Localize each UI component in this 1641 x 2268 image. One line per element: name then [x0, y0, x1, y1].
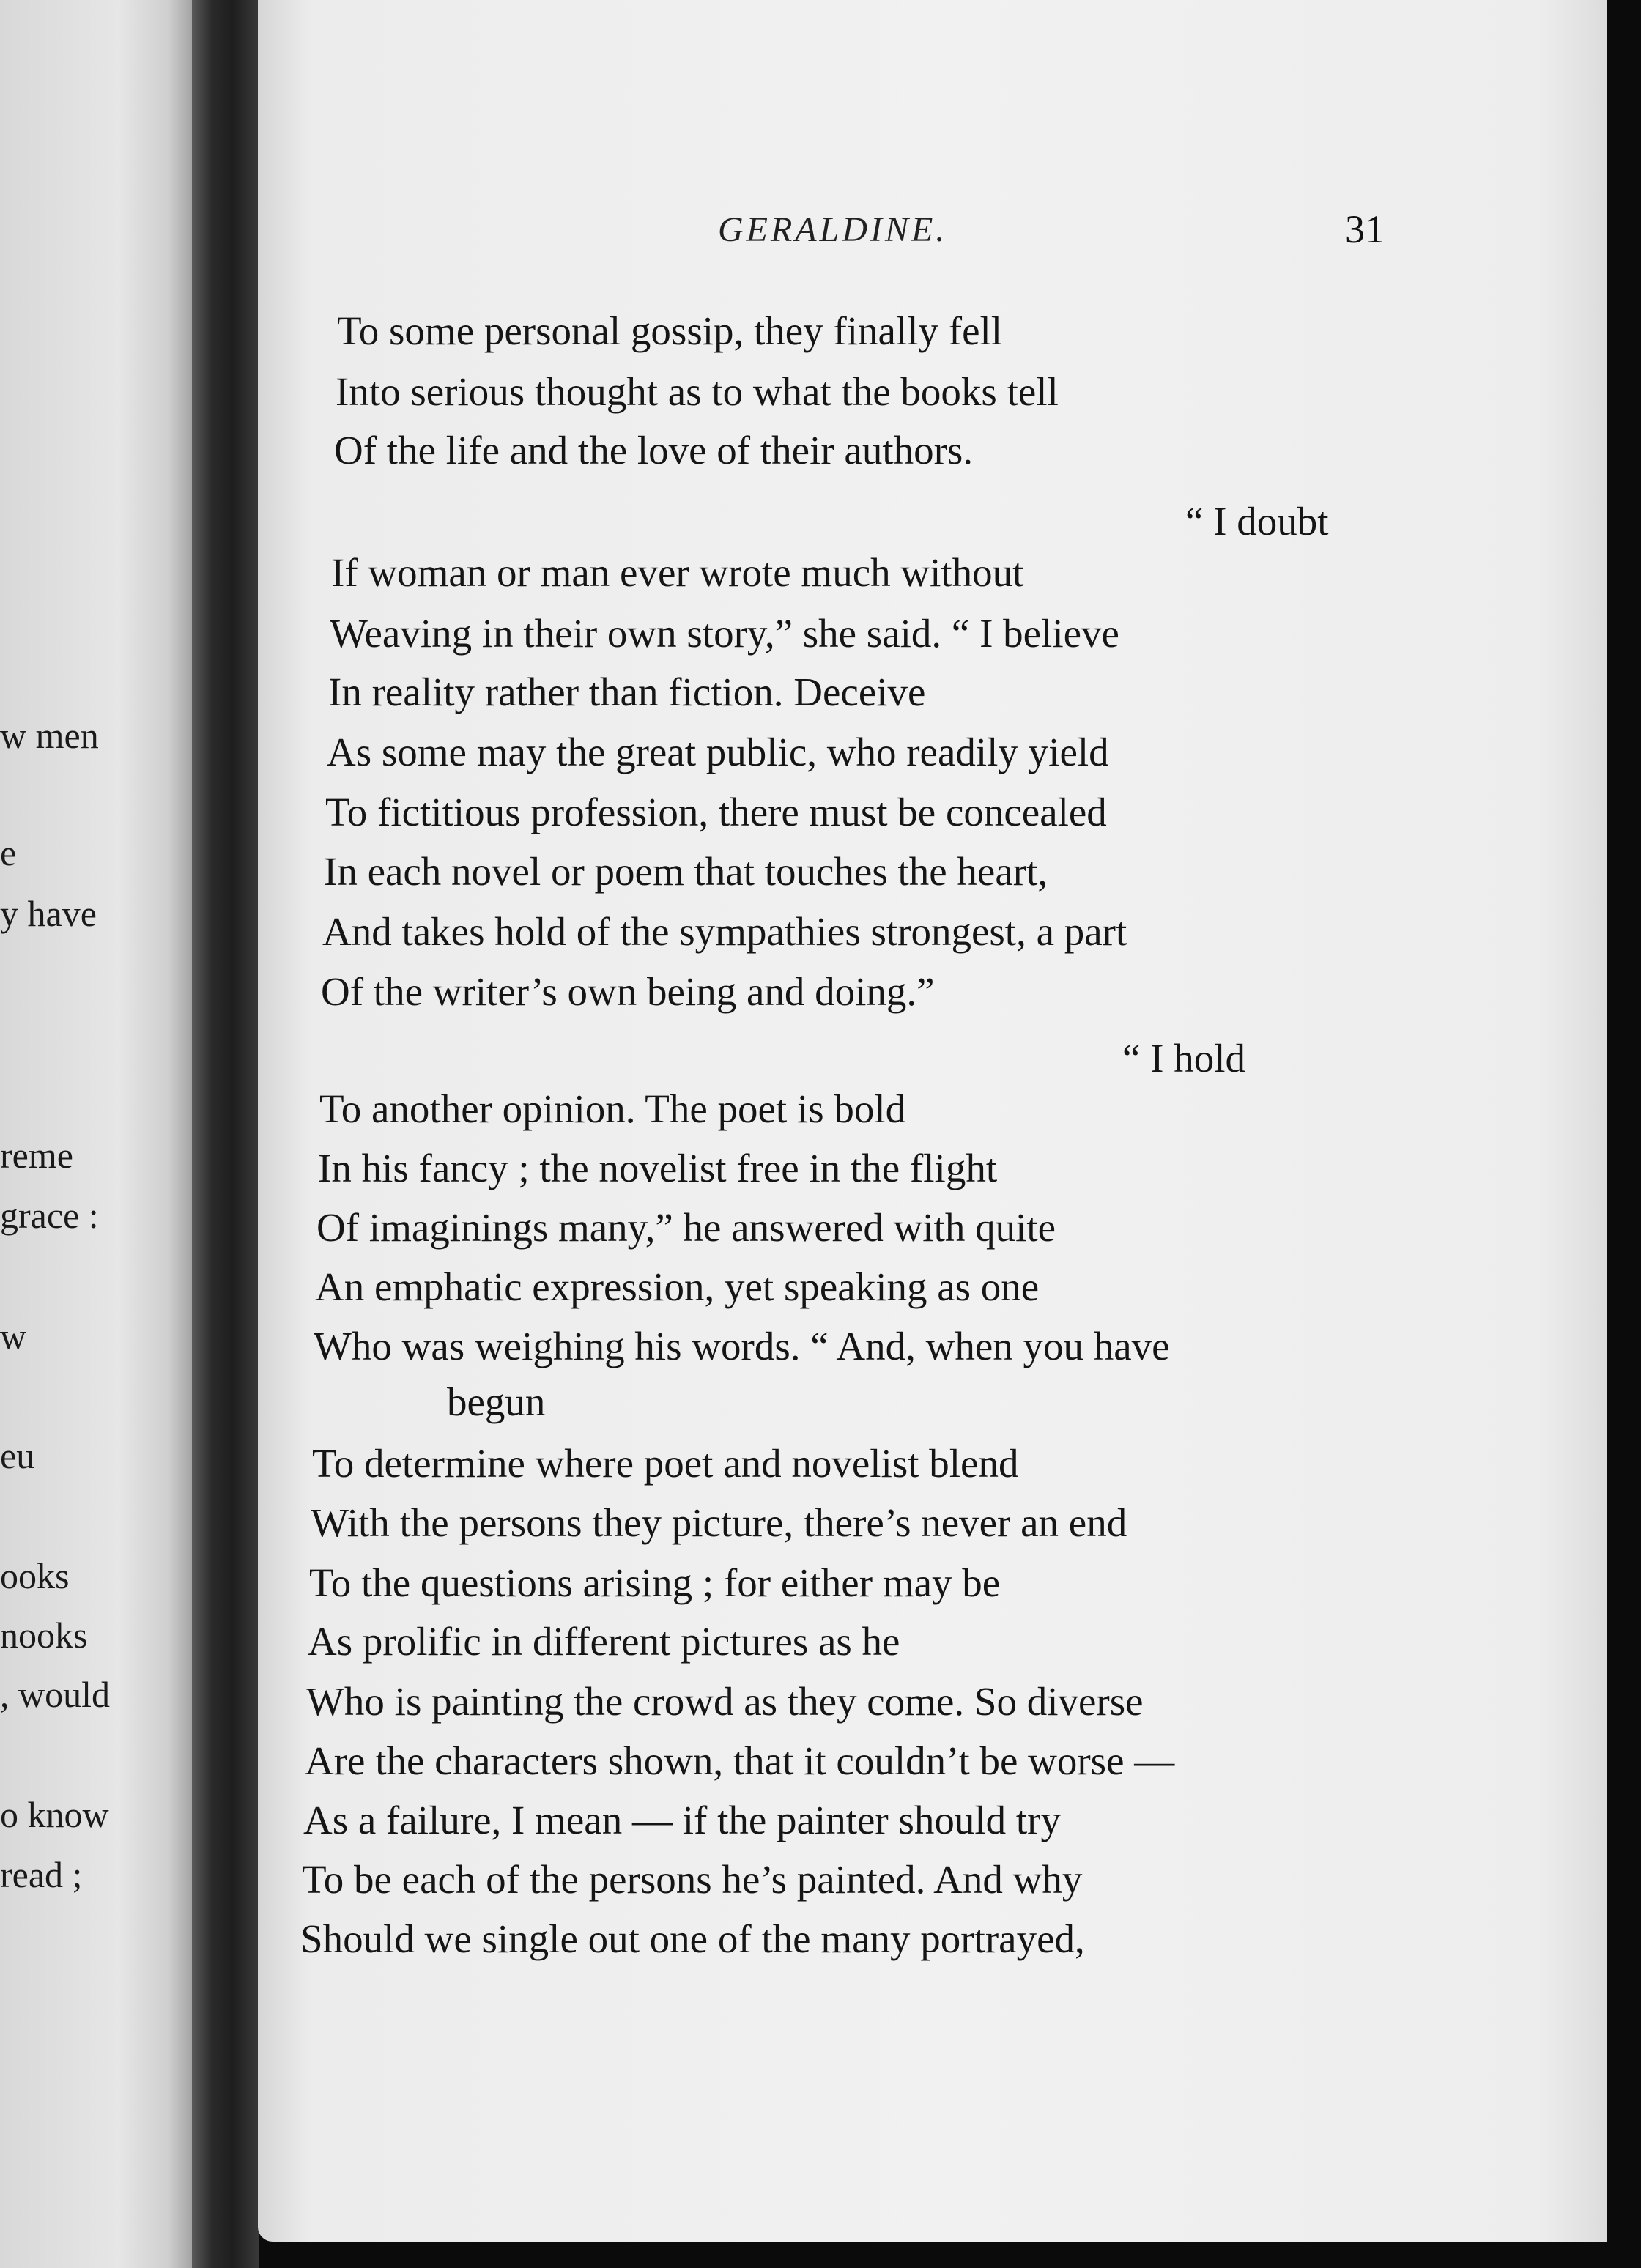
- text-line: begun: [447, 1379, 546, 1424]
- text-line: To another opinion. The poet is bold: [319, 1086, 906, 1131]
- text-line: With the persons they picture, there’s never an end: [311, 1500, 1127, 1545]
- page-edge: [1607, 0, 1641, 2268]
- text-line: As prolific in different pictures as he: [308, 1619, 900, 1664]
- text-line: Who is painting the crowd as they come. So diverse: [306, 1679, 1144, 1724]
- text-line: An emphatic expression, yet speaking as one: [315, 1264, 1040, 1309]
- text-line: Of the writer’s own being and doing.”: [321, 969, 935, 1014]
- text-line: If woman or man ever wrote much without: [331, 550, 1024, 595]
- previous-page-fragment: w: [0, 1316, 27, 1357]
- text-line: In each novel or poem that touches the heart,: [324, 849, 1048, 894]
- text-line: To be each of the persons he’s painted. And why: [302, 1857, 1083, 1902]
- text-line: Are the characters shown, that it couldn’t be worse —: [305, 1738, 1175, 1783]
- text-line: To determine where poet and novelist blend: [312, 1441, 1019, 1486]
- text-line: To the questions arising ; for either may be: [309, 1560, 1001, 1605]
- previous-page-fragment: y have: [0, 893, 97, 934]
- text-line: “ I doubt: [1185, 499, 1329, 544]
- running-head: GERALDINE.: [718, 210, 948, 249]
- book-gutter: [192, 0, 259, 2268]
- previous-page-fragment: ooks: [0, 1555, 70, 1596]
- previous-page-fragment: reme: [0, 1135, 73, 1176]
- text-line: And takes hold of the sympathies strongest, a part: [322, 909, 1127, 954]
- text-line: Of imaginings many,” he answered with quite: [316, 1205, 1056, 1250]
- previous-page-fragment: grace :: [0, 1195, 99, 1236]
- text-line: “ I hold: [1122, 1036, 1246, 1081]
- text-line: As a failure, I mean — if the painter should try: [303, 1798, 1061, 1842]
- text-line: Who was weighing his words. “ And, when you have: [314, 1324, 1170, 1368]
- text-line: Weaving in their own story,” she said. “ I believe: [330, 611, 1119, 656]
- text-line: Should we single out one of the many portrayed,: [300, 1916, 1085, 1961]
- text-line: To some personal gossip, they finally fell: [337, 308, 1003, 353]
- text-line: To fictitious profession, there must be concealed: [325, 790, 1107, 834]
- text-line: In his fancy ; the novelist free in the flight: [318, 1146, 998, 1190]
- previous-page-fragment: nooks: [0, 1615, 88, 1656]
- page-number: 31: [1345, 207, 1385, 251]
- previous-page-fragment: o know: [0, 1794, 109, 1835]
- text-line: Into serious thought as to what the books tell: [336, 369, 1059, 414]
- text-line: As some may the great public, who readily yield: [327, 730, 1109, 774]
- previous-page-fragment: , would: [0, 1674, 110, 1715]
- previous-page-fragment: read ;: [0, 1854, 83, 1895]
- text-line: Of the life and the love of their authors.: [334, 428, 974, 472]
- previous-page-fragment: eu: [0, 1435, 35, 1476]
- previous-page-fragment: e: [0, 832, 17, 873]
- previous-page: [0, 0, 198, 2268]
- previous-page-fragment: w men: [0, 715, 99, 756]
- text-line: In reality rather than fiction. Deceive: [328, 670, 926, 714]
